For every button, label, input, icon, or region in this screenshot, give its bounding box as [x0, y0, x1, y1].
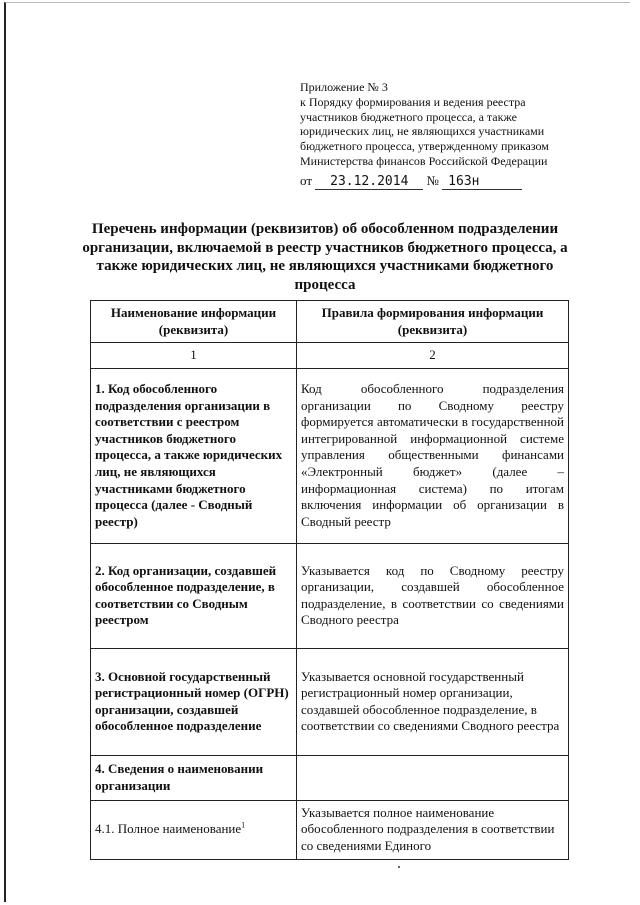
appendix-line: Приложение № 3: [300, 80, 388, 94]
date-prefix: от: [300, 173, 313, 188]
footnote-marker: 1: [241, 821, 246, 831]
order-date-line: [300, 173, 522, 190]
column-number-row: [91, 343, 569, 369]
requisite-name: 3. Основной государственный регистрационный номер (ОГРН) организации, создавшей обособленное подразделение: [91, 648, 297, 755]
requisite-rule: Код обособленного подразделения организации по Сводному реестру формируется автоматически в государственной интегрированной информационной системе управления общественными финансами «Электронный бюджет» (далее – информационная система) по итогам включения информации об организации в Сводный реестр: [297, 368, 569, 543]
requisite-name: 2. Код организации, создавшей обособленное подразделение, в соответствии со Сводным реестром: [91, 543, 297, 648]
header-rule: Правила формирования информации (реквизита): [297, 301, 569, 343]
requisite-name-text: 4.1. Полное наименование: [95, 821, 242, 837]
table-row: [91, 648, 569, 755]
header-name: Наименование информации (реквизита): [91, 301, 297, 343]
table-row: [91, 543, 569, 648]
number-sign: №: [426, 173, 439, 188]
requisite-name: 4. Сведения о наименовании организации: [91, 755, 297, 800]
requisite-rule: [297, 755, 569, 800]
table-row: [91, 368, 569, 543]
requisite-name: [91, 800, 297, 859]
scan-speck: [398, 866, 400, 868]
appendix-line: к Порядку формирования и ведения реестра: [300, 94, 526, 109]
column-number: 2: [297, 343, 569, 369]
appendix-line: участников бюджетного процесса, а также: [300, 109, 517, 124]
table-header-row: [91, 301, 569, 343]
column-number: 1: [91, 343, 297, 369]
order-number: 163н: [442, 174, 522, 190]
requisite-rule: Указывается полное наименование обособленного подразделения в соответствии со сведениями Единого: [297, 800, 569, 859]
table-row: [91, 800, 569, 859]
requisite-rule: Указывается основной государственный регистрационный номер организации, создавшей обособленное подразделение, в соответствии со сведениями Сводного реестра: [297, 648, 569, 755]
requisites-table: [90, 300, 569, 860]
appendix-line: юридических лиц, не являющихся участниками: [300, 124, 545, 139]
table-row: [91, 755, 569, 800]
appendix-line: бюджетного процесса, утвержденному приказом: [300, 139, 549, 154]
order-date: 23.12.2014: [315, 174, 423, 190]
document-title: Перечень информации (реквизитов) об обособленном подразделении организации, включаемой в реестр участников бюджетного процесса, а также юридических лиц, не являющихся участниками бюджетного процесса: [82, 221, 568, 293]
appendix-line: Министерства финансов Российской Федерации: [300, 153, 548, 168]
appendix-block: [300, 80, 600, 169]
requisite-rule: Указывается код по Сводному реестру организации, создавшей обособленное подразделение, в соответствии со сведениями Сводного реестра: [297, 543, 569, 648]
requisite-name: 1. Код обособленного подразделения организации в соответствии с реестром участников бюджетного процесса, а также юридических лиц, не являющихся участниками бюджетного процесса (далее - Сводный реестр): [91, 368, 297, 543]
